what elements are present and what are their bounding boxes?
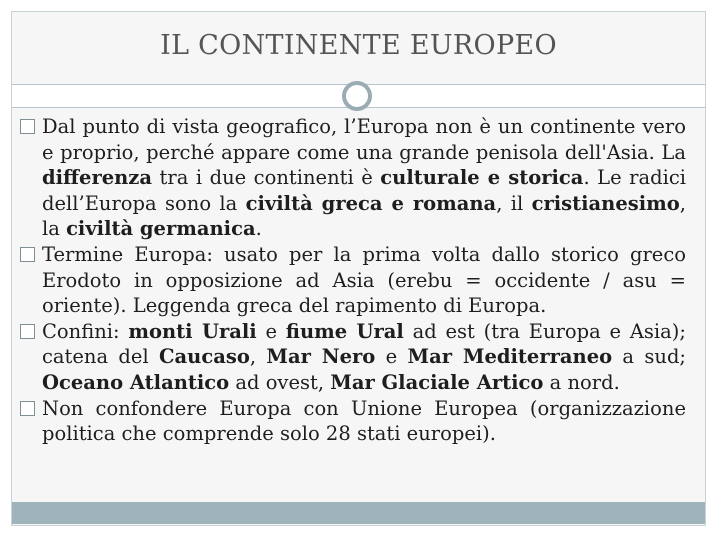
bold-phrase: cristianesimo: [531, 191, 680, 215]
footer-bar: [12, 502, 705, 524]
bullet-box-icon: [20, 247, 35, 262]
text-run: . Le radici dell’Europa sono la: [42, 166, 686, 215]
text-run: Dal punto di vista geografico, l’Europa non è un continente vero e proprio, perché appare come una grande penisola dell'Asia. La: [42, 115, 686, 164]
bold-phrase: monti Urali: [128, 319, 257, 343]
text-run: e: [256, 319, 286, 343]
text-run: , la: [42, 191, 686, 241]
bullet-text: [42, 243, 686, 317]
text-run: Non confondere Europa con Unione Europea (organizzazione politica che comprende solo 28 stati europei).: [42, 396, 686, 446]
bullet-text: [42, 320, 686, 394]
bold-phrase: Oceano Atlantico: [42, 370, 230, 394]
text-run: Confini:: [42, 319, 129, 343]
bullet-item-term: [20, 242, 686, 319]
bold-phrase: Mar Glaciale Artico: [330, 370, 544, 394]
text-run: e: [375, 345, 408, 369]
bullet-item-definition: [20, 114, 686, 242]
bullet-box-icon: [20, 324, 35, 339]
bold-phrase: culturale e storica: [380, 166, 584, 190]
text-run: .: [255, 217, 262, 241]
bold-phrase: Mar Nero: [266, 345, 376, 369]
bold-phrase: differenza: [42, 166, 153, 190]
text-run: tra i due continenti è: [152, 166, 381, 190]
bullet-text: [42, 397, 686, 446]
text-run: ad est (tra Europa e Asia); catena del: [42, 319, 686, 369]
bold-phrase: Caucaso: [159, 345, 250, 369]
bullet-item-borders: [20, 319, 686, 396]
bullet-box-icon: [20, 119, 35, 134]
slide-title: IL CONTINENTE EUROPEO: [160, 30, 557, 61]
bullet-list: [20, 114, 686, 447]
bold-phrase: Mar Mediterraneo: [407, 345, 613, 369]
bullet-box-icon: [20, 401, 35, 416]
bullet-text: [42, 115, 686, 240]
text-run: ,: [249, 345, 267, 369]
bullet-item-eu-note: [20, 396, 686, 447]
bold-phrase: fiume Ural: [285, 319, 404, 343]
circle-ornament-icon: [342, 81, 372, 111]
bold-phrase: civiltà greca e romana: [245, 191, 497, 215]
text-run: a nord.: [543, 370, 620, 394]
text-run: , il: [496, 191, 532, 215]
bold-phrase: civiltà germanica: [66, 217, 256, 241]
text-run: a sud;: [612, 345, 686, 369]
text-run: ad ovest,: [229, 370, 331, 394]
text-run: Termine Europa: usato per la prima volta dallo storico greco Erodoto in opposizione ad Asia (erebu = occidente / asu = oriente). Leggenda greca del rapimento di Europa.: [42, 242, 686, 318]
